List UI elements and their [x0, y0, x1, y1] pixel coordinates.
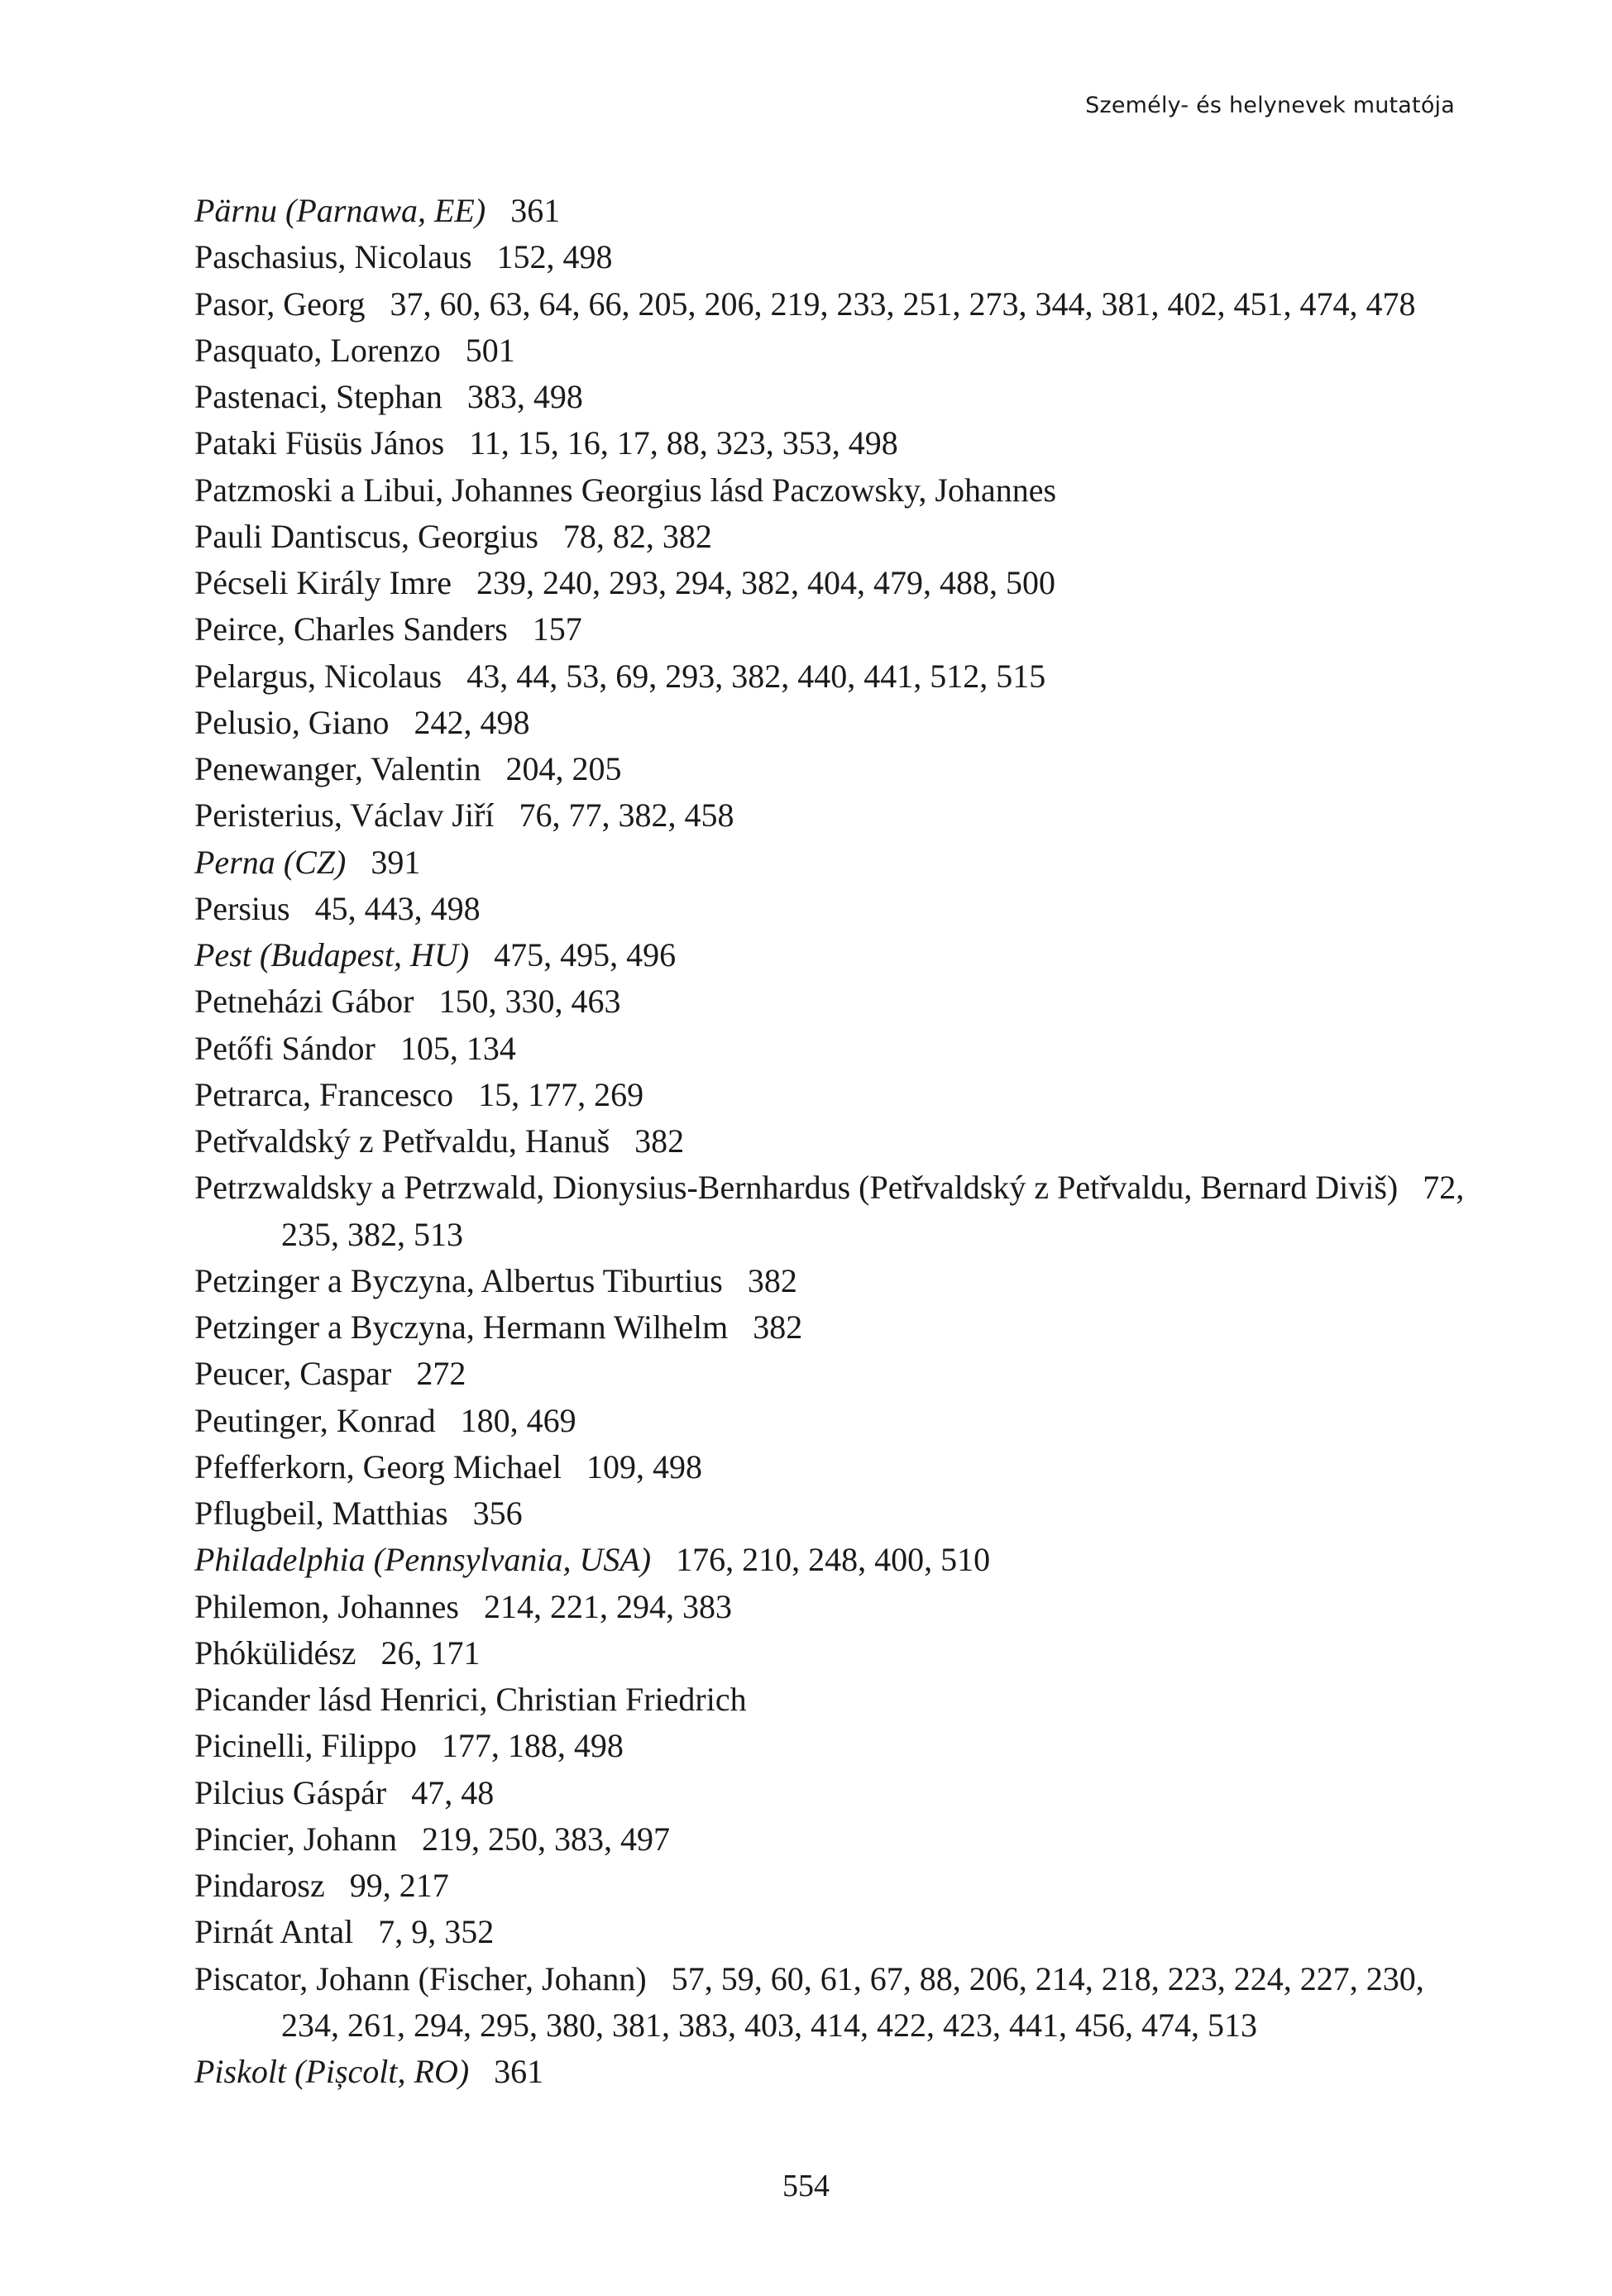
index-entry — [194, 886, 1485, 932]
person-name: Piscator, Johann (Fischer, Johann) — [194, 1959, 647, 1997]
index-entry — [194, 1444, 1485, 1490]
index-entry — [194, 839, 1485, 886]
person-name: Petrarca, Francesco — [194, 1075, 454, 1113]
place-name: Pest (Budapest, HU) — [194, 936, 470, 973]
index-entry — [194, 467, 1485, 514]
page-references: 26, 171 — [380, 1634, 481, 1672]
index-entry — [194, 1165, 1485, 1258]
page-references: 150, 330, 463 — [438, 983, 621, 1021]
page-references: 382 — [753, 1308, 803, 1346]
index-entry — [194, 700, 1485, 746]
person-name: Pirnát Antal — [194, 1913, 354, 1951]
index-entry — [194, 1677, 1485, 1723]
place-name: Piskolt (Pișcolt, RO) — [194, 2053, 470, 2090]
index-entry — [194, 1258, 1485, 1304]
page-references: 177, 188, 498 — [441, 1727, 624, 1765]
page-references: 76, 77, 382, 458 — [519, 796, 734, 835]
person-name: Petzinger a Byczyna, Albertus Tiburtius — [194, 1261, 723, 1299]
page-references: 219, 250, 383, 497 — [422, 1820, 671, 1858]
page-references: 239, 240, 293, 294, 382, 404, 479, 488, 500 — [476, 564, 1055, 601]
index-entry — [194, 1723, 1485, 1769]
page-references: 361 — [510, 192, 561, 229]
index-entry — [194, 2049, 1485, 2095]
index-entry — [194, 1118, 1485, 1165]
person-name: Pasquato, Lorenzo — [194, 331, 441, 369]
person-name: Pauli Dantiscus, Georgius — [194, 517, 538, 555]
page-references: 11, 15, 16, 17, 88, 323, 353, 498 — [469, 424, 898, 462]
page-references: 475, 495, 496 — [494, 936, 677, 973]
person-name: Pilcius Gáspár — [194, 1773, 387, 1811]
index-entry — [194, 978, 1485, 1025]
index-entry — [194, 560, 1485, 606]
person-name: Pelusio, Giano — [194, 703, 390, 741]
page-references: 204, 205 — [505, 750, 622, 787]
index-entry — [194, 1304, 1485, 1351]
person-name: Pastenaci, Stephan — [194, 378, 442, 415]
page-number: 554 — [782, 2169, 830, 2203]
index-entry — [194, 653, 1485, 700]
page-references: 176, 210, 248, 400, 510 — [676, 1541, 991, 1579]
page-references: 501 — [465, 331, 515, 369]
index-entry — [194, 1956, 1485, 2050]
person-name: Patzmoski a Libui, Johannes Georgius lásd Paczowsky, Johannes — [194, 471, 1057, 509]
index-entry — [194, 1770, 1485, 1816]
index-entry — [194, 1816, 1485, 1863]
person-name: Petřvaldský z Petřvaldu, Hanuš — [194, 1122, 610, 1160]
person-name: Petőfi Sándor — [194, 1029, 375, 1067]
page-references: 242, 498 — [414, 703, 530, 741]
person-name: Phókülidész — [194, 1634, 356, 1672]
index-entry — [194, 746, 1485, 792]
person-name: Pasor, Georg — [194, 285, 366, 323]
page-references: 37, 60, 63, 64, 66, 205, 206, 219, 233, 251, 273, 344, 381, 402, 451, 474, 478 — [390, 285, 1416, 323]
page-references: 383, 498 — [466, 378, 583, 415]
page-references: 382 — [747, 1261, 797, 1299]
index-entry — [194, 1909, 1485, 1955]
person-name: Petrzwaldsky a Petrzwald, Dionysius-Bernhardus (Petřvaldský z Petřvaldu, Bernard Diviš) — [194, 1169, 1399, 1207]
person-name: Pfefferkorn, Georg Michael — [194, 1447, 562, 1485]
person-name: Persius — [194, 889, 290, 927]
place-name: Philadelphia (Pennsylvania, USA) — [194, 1541, 652, 1579]
person-name: Petzinger a Byczyna, Hermann Wilhelm — [194, 1308, 729, 1346]
person-name: Pataki Füsüs János — [194, 424, 445, 462]
index-entry — [194, 420, 1485, 466]
page-references: 7, 9, 352 — [378, 1913, 495, 1951]
person-name: Penewanger, Valentin — [194, 750, 481, 787]
index-entry — [194, 606, 1485, 653]
page-references: 57, 59, 60, 61, 67, 88, 206, 214, 218, 223, 224, 227, 230, 234, 261, 294, 295, 380, 381, 383, 403, 414, 422, 423, 441, 456, 474, 513 — [281, 1959, 1424, 2044]
person-name: Pflugbeil, Matthias — [194, 1495, 448, 1532]
place-name: Pärnu (Parnawa, EE) — [194, 192, 486, 229]
index-entry — [194, 1630, 1485, 1677]
index-entry — [194, 1351, 1485, 1397]
person-name: Pindarosz — [194, 1867, 325, 1904]
person-name: Pécseli Király Imre — [194, 564, 452, 601]
page-references: 105, 134 — [399, 1029, 516, 1067]
index-list — [194, 188, 1485, 2095]
index-entry — [194, 514, 1485, 560]
place-name: Perna (CZ) — [194, 843, 347, 881]
person-name: Picander lásd Henrici, Christian Friedrich — [194, 1681, 747, 1718]
page-references: 391 — [371, 843, 421, 881]
person-name: Pelargus, Nicolaus — [194, 657, 442, 695]
index-entry — [194, 792, 1485, 839]
page-references: 109, 498 — [586, 1447, 702, 1485]
page-references: 272 — [416, 1355, 466, 1393]
index-entry — [194, 932, 1485, 978]
index-entry — [194, 328, 1485, 374]
running-header: Személy- és helynevek mutatója — [1085, 93, 1455, 118]
page-references: 72, 235, 382, 513 — [281, 1169, 1465, 1253]
page-references: 152, 498 — [496, 238, 613, 276]
index-entry — [194, 374, 1485, 420]
page-references: 361 — [494, 2053, 544, 2090]
person-name: Peirce, Charles Sanders — [194, 610, 508, 648]
page-references: 214, 221, 294, 383 — [483, 1587, 732, 1625]
index-entry — [194, 1584, 1485, 1630]
index-entry — [194, 234, 1485, 280]
page-references: 78, 82, 382 — [562, 517, 712, 555]
person-name: Peucer, Caspar — [194, 1355, 392, 1393]
index-entry — [194, 1537, 1485, 1583]
person-name: Peristerius, Václav Jiří — [194, 796, 495, 835]
page-references: 356 — [472, 1495, 523, 1532]
index-entry — [194, 1490, 1485, 1537]
page-references: 43, 44, 53, 69, 293, 382, 440, 441, 512, 515 — [466, 657, 1046, 695]
person-name: Pincier, Johann — [194, 1820, 398, 1858]
page-references: 157 — [532, 610, 582, 648]
index-entry — [194, 281, 1485, 328]
person-name: Petneházi Gábor — [194, 983, 414, 1021]
index-entry — [194, 1026, 1485, 1072]
person-name: Picinelli, Filippo — [194, 1727, 417, 1765]
page-references: 45, 443, 498 — [314, 889, 481, 927]
page-references: 180, 469 — [460, 1401, 576, 1439]
person-name: Philemon, Johannes — [194, 1587, 459, 1625]
index-entry — [194, 1863, 1485, 1909]
page-references: 382 — [634, 1122, 685, 1160]
page-references: 99, 217 — [349, 1867, 449, 1904]
index-entry — [194, 1398, 1485, 1444]
index-entry — [194, 188, 1485, 234]
index-entry — [194, 1072, 1485, 1118]
person-name: Paschasius, Nicolaus — [194, 238, 472, 276]
page-references: 47, 48 — [411, 1773, 495, 1811]
page-references: 15, 177, 269 — [478, 1075, 644, 1113]
person-name: Peutinger, Konrad — [194, 1401, 436, 1439]
